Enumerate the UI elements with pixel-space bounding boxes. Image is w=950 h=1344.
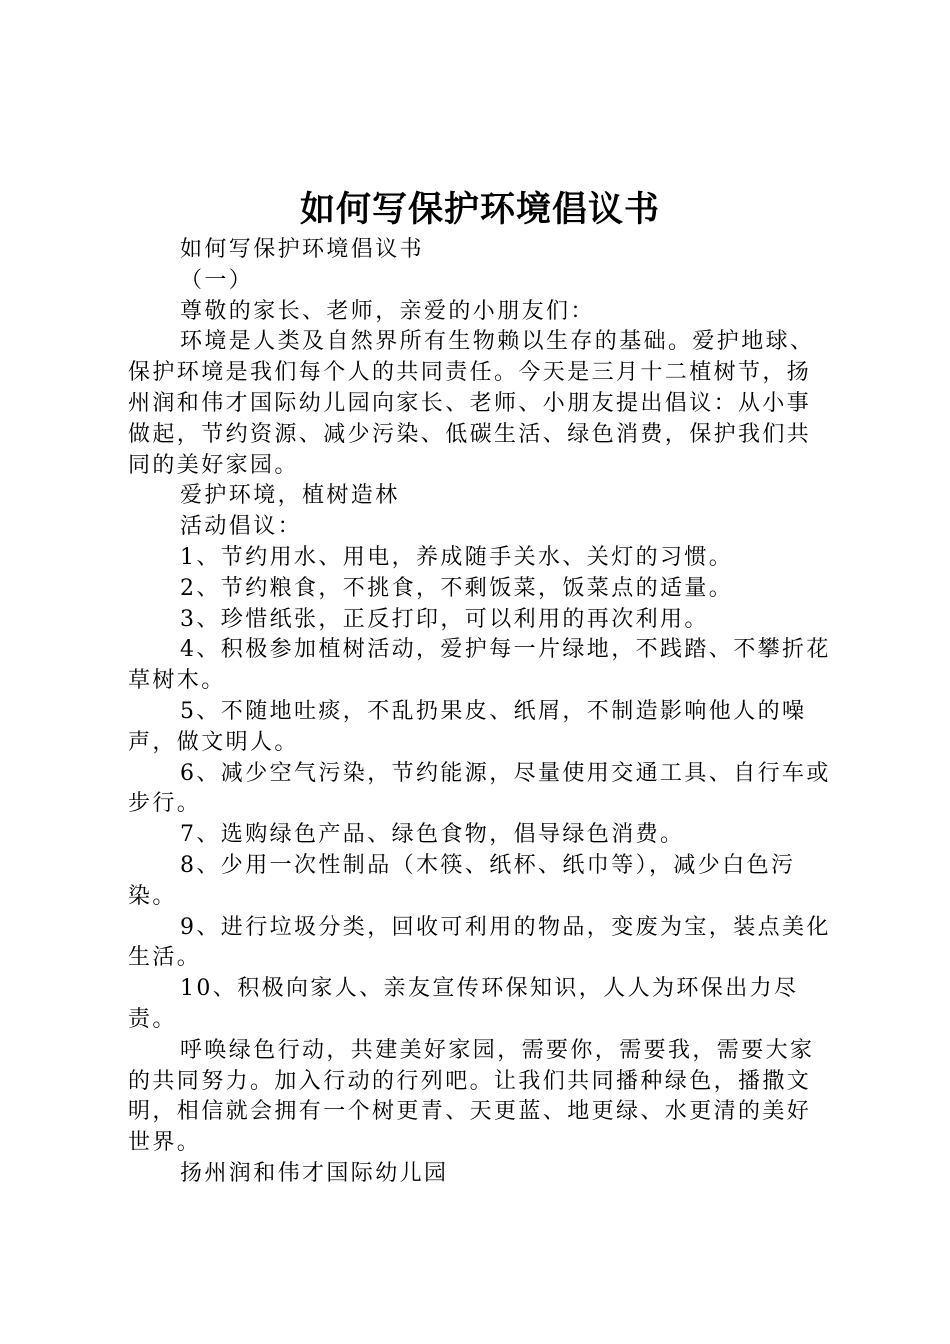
section-number: （一） <box>180 267 254 293</box>
proposal-item: 10、积极向家人、亲友宣传环保知识，人人为环保出力尽责。 <box>128 976 799 1032</box>
document-body <box>128 235 832 1190</box>
proposal-item: 4、积极参加植树活动，爱护每一片绿地，不践踏、不攀折花草树木。 <box>128 637 831 694</box>
proposal-item: 7、选购绿色产品、绿色食物，倡导绿色消费。 <box>180 822 685 848</box>
proposal-item: 8、少用一次性制品（木筷、纸杯、纸巾等），减少白色污染。 <box>128 852 796 909</box>
signature: 扬州润和伟才国际幼儿园 <box>180 1160 449 1186</box>
proposal-item: 6、减少空气污染，节约能源，尽量使用交通工具、自行车或步行。 <box>128 760 831 817</box>
closing-paragraph: 呼唤绿色行动，共建美好家园，需要你，需要我，需要大家的共同努力。加入行动的行列吧。让我们共同播种绿色，播撒文明，相信就会拥有一个树更青、天更蓝、地更绿、水更清的美好世界。 <box>128 1037 815 1156</box>
document-title: 如何写保护环境倡议书 <box>299 189 660 230</box>
subtitle-line: 如何写保护环境倡议书 <box>180 237 425 262</box>
salutation: 尊敬的家长、老师，亲爱的小朋友们： <box>180 298 595 324</box>
proposal-item: 2、节约粮食，不挑食，不剩饭菜，饭菜点的适量。 <box>180 575 734 601</box>
proposal-item: 3、珍惜纸张，正反打印，可以利用的再次利用。 <box>180 606 709 632</box>
proposal-item: 1、节约用水、用电，养成随手关水、关灯的习惯。 <box>180 544 734 570</box>
intro-paragraph: 环境是人类及自然界所有生物赖以生存的基础。爱护地球、保护环境是我们每个人的共同责任。今天是三月十二植树节，扬州润和伟才国际幼儿园向家长、老师、小朋友提出倡议：从小事做起，节约资源、减少污染、低碳生活、绿色消费，保护我们共同的美好家园。 <box>128 329 815 478</box>
proposal-heading: 活动倡议： <box>180 514 303 540</box>
theme-line: 爱护环境，植树造林 <box>180 483 400 509</box>
proposal-item: 9、进行垃圾分类，回收可利用的物品，变废为宝，装点美化生活。 <box>128 914 831 971</box>
proposal-item: 5、不随地吐痰，不乱扔果皮、纸屑，不制造影响他人的噪声，做文明人。 <box>128 698 807 755</box>
